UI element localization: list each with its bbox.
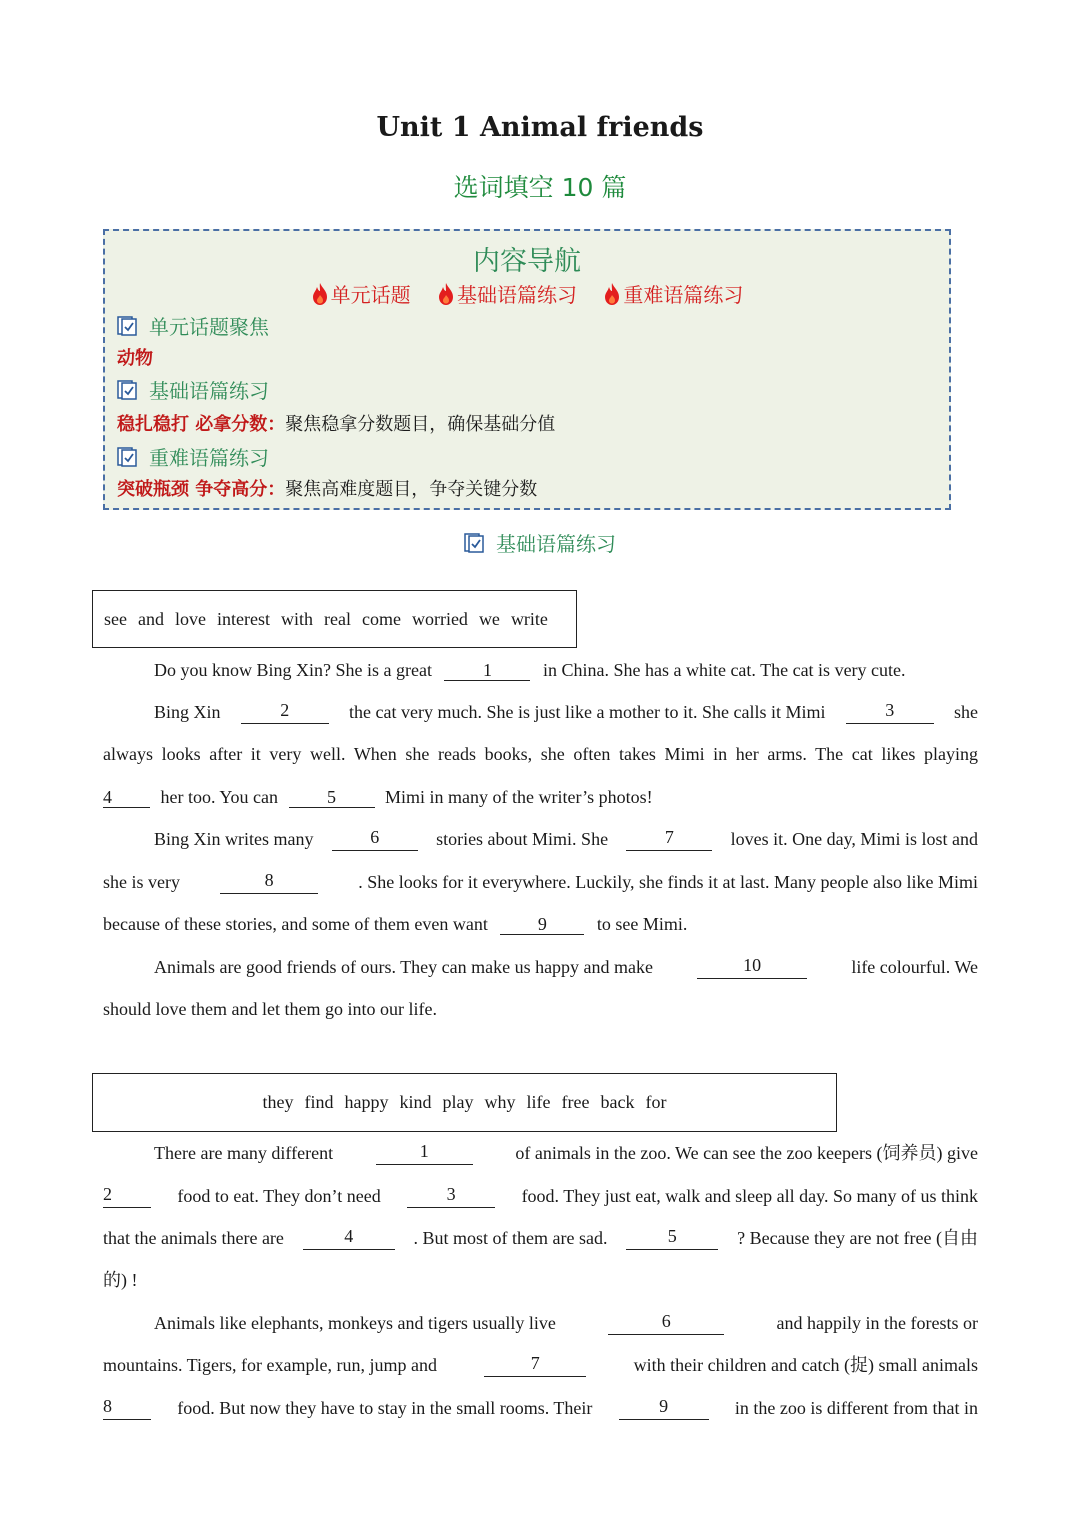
word-bank-word: they bbox=[262, 1092, 294, 1112]
word-bank-2 bbox=[92, 1073, 837, 1132]
section-heading-label: 基础语篇练习 bbox=[496, 532, 616, 556]
nav-section-heading: 重难语篇练习 bbox=[149, 446, 269, 470]
answer-blank[interactable]: 2 bbox=[103, 1184, 151, 1208]
passage2-line: There are many different 1 of animals in the zoo. We can see the zoo keepers (饲养员) give bbox=[154, 1141, 978, 1163]
word-bank-word: see bbox=[104, 608, 127, 629]
word-bank-word: life bbox=[526, 1092, 551, 1112]
nav-section-topic-value bbox=[117, 344, 153, 370]
word-bank-word: interest bbox=[216, 608, 270, 629]
word-bank-word: for bbox=[645, 1092, 667, 1112]
nav-title: 内容导航 bbox=[473, 246, 581, 277]
nav-section-tagline: 稳扎稳打 必拿分数： bbox=[117, 414, 286, 435]
answer-blank[interactable]: 7 bbox=[484, 1353, 586, 1377]
word-bank-word: free bbox=[561, 1092, 590, 1112]
nav-section-description: 聚焦高难度题目，争夺关键分数 bbox=[285, 479, 538, 500]
nav-tab-unit-topic[interactable] bbox=[311, 279, 411, 308]
answer-blank[interactable]: 7 bbox=[626, 827, 712, 851]
section-heading bbox=[0, 528, 1080, 557]
passage1-line: she is very 8 . She looks for it everywhere. Luckily, she finds it at last. Many people also like Mimi bbox=[103, 870, 978, 892]
answer-blank[interactable]: 2 bbox=[241, 700, 329, 724]
page-subtitle: 选词填空 10 篇 bbox=[453, 173, 627, 202]
answer-blank[interactable]: 6 bbox=[332, 827, 418, 851]
passage1-line: should love them and let them go into our life. bbox=[103, 999, 437, 1019]
passage1-line: always looks after it very well. When she reads books, she often takes Mimi in her arms. The cat likes playing bbox=[103, 744, 978, 764]
word-bank-word: kind bbox=[399, 1092, 432, 1112]
answer-blank[interactable]: 4 bbox=[303, 1226, 395, 1250]
nav-tab-label: 单元话题 bbox=[330, 283, 411, 307]
page-title: Unit 1 Animal friends bbox=[376, 112, 704, 143]
nav-section-tagline: 突破瓶颈 争夺高分： bbox=[117, 479, 286, 500]
nav-section-advanced-practice[interactable] bbox=[117, 442, 269, 471]
flame-icon bbox=[437, 282, 455, 306]
document-check-icon bbox=[117, 316, 137, 336]
word-bank-word: and bbox=[137, 608, 164, 629]
answer-blank[interactable]: 1 bbox=[376, 1141, 473, 1165]
answer-blank[interactable]: 3 bbox=[407, 1184, 495, 1208]
word-bank-word: back bbox=[600, 1092, 635, 1112]
document-check-icon bbox=[117, 447, 137, 467]
nav-section-heading: 基础语篇练习 bbox=[149, 379, 269, 403]
answer-blank[interactable]: 1 bbox=[444, 660, 530, 681]
nav-section-advanced-desc bbox=[117, 475, 537, 501]
word-bank-word: write bbox=[510, 608, 548, 629]
answer-blank[interactable]: 6 bbox=[608, 1311, 724, 1335]
nav-section-heading: 单元话题聚焦 bbox=[149, 315, 269, 339]
answer-blank[interactable]: 8 bbox=[103, 1396, 151, 1420]
passage1-line: 4 her too. You can 5 Mimi in many of the writer’s photos! bbox=[103, 787, 653, 807]
answer-blank[interactable]: 9 bbox=[500, 914, 584, 935]
nav-tabs bbox=[105, 279, 949, 311]
passage1-line: because of these stories, and some of them even want 9 to see Mimi. bbox=[103, 914, 688, 934]
word-bank-word: we bbox=[478, 608, 500, 629]
passage2-line: 8 food. But now they have to stay in the small rooms. Their 9 in the zoo is different from that in bbox=[103, 1396, 978, 1418]
answer-blank[interactable]: 4 bbox=[103, 787, 150, 808]
nav-tab-label: 基础语篇练习 bbox=[457, 283, 577, 307]
answer-blank[interactable]: 8 bbox=[220, 870, 318, 894]
word-bank-word: love bbox=[174, 608, 206, 629]
answer-blank[interactable]: 10 bbox=[697, 955, 807, 979]
nav-section-basic-desc bbox=[117, 410, 555, 436]
document-check-icon bbox=[117, 380, 137, 400]
passage2-line: 2 food to eat. They don’t need 3 food. They just eat, walk and sleep all day. So many of us think bbox=[103, 1184, 978, 1206]
nav-section-topic: 动物 bbox=[117, 348, 153, 369]
nav-tab-label: 重难语篇练习 bbox=[623, 283, 744, 307]
word-bank-word: find bbox=[304, 1092, 334, 1112]
nav-section-unit-topic[interactable] bbox=[117, 311, 269, 340]
answer-blank[interactable]: 9 bbox=[619, 1396, 709, 1420]
nav-tab-advanced-practice[interactable] bbox=[603, 279, 743, 308]
word-bank-1 bbox=[92, 590, 577, 648]
word-bank-word: happy bbox=[344, 1092, 389, 1112]
flame-icon bbox=[603, 282, 621, 306]
answer-blank[interactable]: 5 bbox=[289, 787, 375, 808]
passage1-line: Animals are good friends of ours. They can make us happy and make 10 life colourful. We bbox=[154, 955, 978, 977]
passage2-line: mountains. Tigers, for example, run, jump and 7 with their children and catch (捉) small animals bbox=[103, 1353, 978, 1375]
answer-blank[interactable]: 5 bbox=[626, 1226, 718, 1250]
passage1-line: Bing Xin 2 the cat very much. She is just like a mother to it. She calls it Mimi 3 she bbox=[154, 700, 978, 722]
nav-section-description: 聚焦稳拿分数题目，确保基础分值 bbox=[285, 414, 556, 435]
passage2-line: Animals like elephants, monkeys and tigers usually live 6 and happily in the forests or bbox=[154, 1311, 978, 1333]
word-bank-word: play bbox=[442, 1092, 474, 1112]
passage1-line: Bing Xin writes many 6 stories about Mimi. She 7 loves it. One day, Mimi is lost and bbox=[154, 827, 978, 849]
nav-tab-basic-practice[interactable] bbox=[437, 279, 577, 308]
nav-section-basic-practice[interactable] bbox=[117, 375, 269, 404]
word-bank-word: why bbox=[484, 1092, 516, 1112]
answer-blank[interactable]: 3 bbox=[846, 700, 934, 724]
word-bank-word: with bbox=[280, 608, 313, 629]
passage2-line: 的) ! bbox=[103, 1270, 138, 1290]
flame-icon bbox=[311, 282, 329, 306]
word-bank-word: worried bbox=[411, 608, 468, 629]
word-bank-word: come bbox=[361, 608, 401, 629]
word-bank-word: real bbox=[323, 608, 351, 629]
passage2-line: that the animals there are 4 . But most of them are sad. 5 ? Because they are not free (自由 bbox=[103, 1226, 978, 1248]
passage1-line: Do you know Bing Xin? She is a great 1 in China. She has a white cat. The cat is very cute. bbox=[154, 660, 906, 680]
document-check-icon bbox=[464, 533, 484, 553]
content-navigation-box bbox=[103, 229, 951, 510]
